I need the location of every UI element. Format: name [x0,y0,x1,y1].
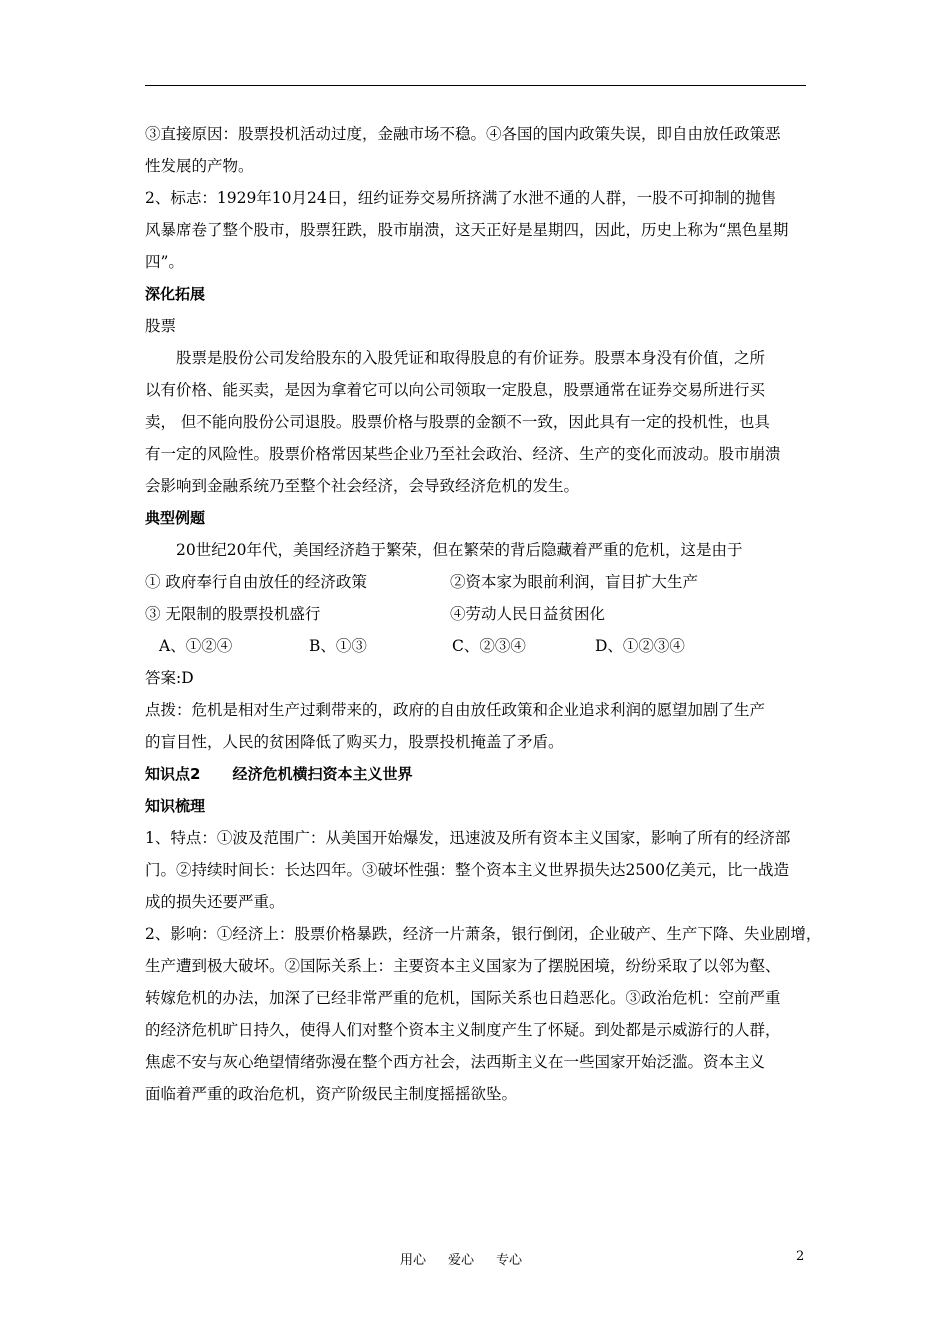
point2-number: 知识点2 [145,765,201,783]
page-number: 2 [796,1249,805,1264]
option-row [145,566,809,598]
hint-line: 点拨：危机是相对生产过剩带来的，政府的自由放任政策和企业追求利润的愿望加剧了生产 [145,701,766,719]
option-2: ②资本家为眼前利润，盲目扩大生产 [450,573,699,591]
choices-row [145,630,809,662]
section-heading-point2 [145,758,809,790]
paragraph-line: 会影响到金融系统乃至整个社会经济，会导致经济危机的发生。 [145,477,580,495]
paragraph-line: 风暴席卷了整个股市，股票狂跌，股市崩溃，这天正好是星期四，因此，历史上称为“黑色星期 [145,221,789,239]
paragraph-line: 面临着严重的政治危机，资产阶级民主制度摇摇欲坠。 [145,1085,518,1103]
paragraph-line: 股票是股份公司发给股东的入股凭证和取得股息的有价证券。股票本身没有价值，之所 [176,349,766,367]
question-stem: 20世纪20年代，美国经济趋于繁荣，但在繁荣的背后隐藏着严重的危机，这是由于 [176,541,743,559]
subheading-stock: 股票 [145,317,177,335]
section-heading-review: 知识梳理 [145,797,206,815]
option-row [145,598,809,630]
paragraph-line: 四”。 [145,253,184,271]
hint-line: 的盲目性，人民的贫困降低了购买力，股票投机掩盖了矛盾。 [145,733,564,751]
paragraph-line: 成的损失还要严重。 [145,893,285,911]
option-3: ③ 无限制的股票投机盛行 [145,605,321,623]
answer: 答案:D [145,669,194,687]
section-heading-deepen: 深化拓展 [145,285,206,303]
option-4: ④劳动人民日益贫困化 [450,605,606,623]
paragraph-line: 转嫁危机的办法，加深了已经非常严重的危机，国际关系也日趋恶化。③政治危机：空前严重 [145,989,781,1007]
choice-c: C、②③④ [452,637,526,655]
section-heading-example: 典型例题 [145,509,206,527]
motto-word: 爱心 [448,1253,475,1268]
paragraph-line: 以有价格、能买卖，是因为拿着它可以向公司领取一定股息，股票通常在证券交易所进行买 [145,381,766,399]
paragraph-line: 生产遭到极大破坏。②国际关系上：主要资本主义国家为了摆脱困境，纷纷采取了以邻为壑、 [145,957,781,975]
option-1: ① 政府奉行自由放任的经济政策 [145,573,367,591]
paragraph-line: 的经济危机旷日持久，使得人们对整个资本主义制度产生了怀疑。到处都是示威游行的人群， [145,1021,781,1039]
paragraph-line: 1、特点：①波及范围广：从美国开始爆发，迅速波及所有资本主义国家，影响了所有的经济部 [145,829,791,847]
paragraph-line: 2、标志：1929年10月24日，纽约证券交易所挤满了水泄不通的人群，一股不可抑制的抛售 [145,189,777,207]
paragraph-line: 卖， 但不能向股份公司退股。股票价格与股票的金额不一致，因此具有一定的投机性，也具 [145,413,770,431]
paragraph-line: 焦虑不安与灰心绝望情绪弥漫在整个西方社会，法西斯主义在一些国家开始泛滥。资本主义 [145,1053,766,1071]
paragraph-line: 2、影响：①经济上：股票价格暴跌，经济一片萧条，银行倒闭，企业破产、生产下降、失业剧增， [145,925,822,943]
footer-motto [400,1249,544,1268]
header-rule [145,85,806,86]
motto-word: 用心 [400,1253,427,1268]
page-body [145,118,822,1110]
paragraph-line: ③直接原因：股票投机活动过度，金融市场不稳。④各国的国内政策失误，即自由放任政策恶 [145,125,781,143]
point2-title: 经济危机横扫资本主义世界 [232,765,413,783]
choice-b: B、①③ [309,637,367,655]
paragraph-line: 性发展的产物。 [145,157,254,175]
choice-a: A、①②④ [159,637,233,655]
choice-d: D、①②③④ [595,637,685,655]
paragraph-line: 有一定的风险性。股票价格常因某些企业乃至社会政治、经济、生产的变化而波动。股市崩溃 [145,445,781,463]
paragraph-line: 门。②持续时间长：长达四年。③破坏性强：整个资本主义世界损失达2500亿美元，比一战造 [145,861,789,879]
motto-word: 专心 [496,1253,523,1268]
